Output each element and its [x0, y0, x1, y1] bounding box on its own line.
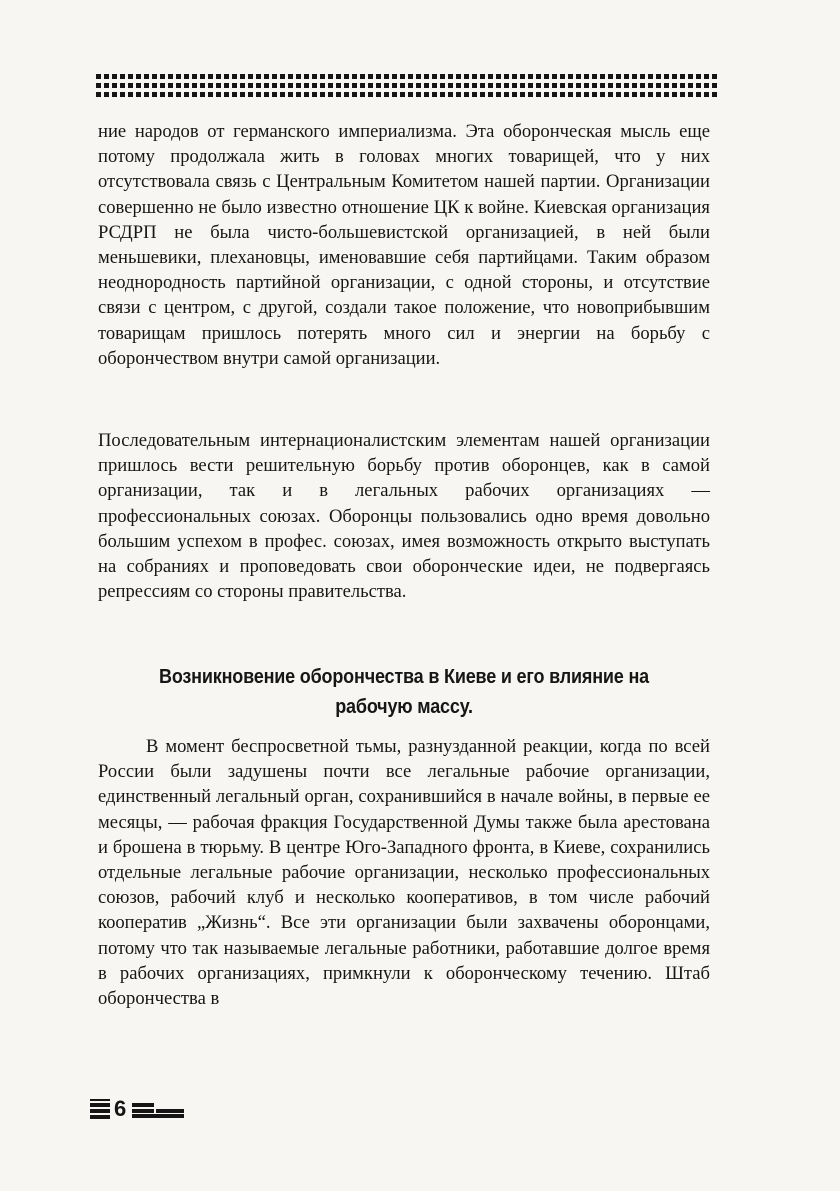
section-heading: Возникновение оборончества в Киеве и его влияние на рабочую массу. [159, 666, 649, 718]
page-number: 6 [114, 1096, 127, 1121]
footer-ornament-right [130, 1100, 186, 1118]
text-block-bottom [98, 734, 710, 1011]
paragraph: В момент беспросветной тьмы, разнузданной реакции, когда по всей России были задушены почти все легальные рабочие организации, единственный легальный орган, сохранившийся в начале войны, в первые ее месяцы, — рабочая фракция Государственной Думы также была арестована и брошена в тюрьму. В центре Юго-Западного фронта, в Киеве, сохранились отдельные легальные рабочие организации, несколько профессиональных союзов, рабочий клуб и несколько кооперативов, в том числе рабочий кооператив „Жизнь“. Все эти организации были захвачены оборонцами, потому что так называемые легальные работники, работавшие долгое время в рабочих организациях, примкнули к оборонческому течению. Штаб оборончества в [98, 736, 710, 1010]
text-block-middle [98, 428, 710, 604]
paragraph: ние народов от германского империализма. Эта оборонческая мысль еще потому продолжала жить в головах многих товарищей, что у них отсутствовала связь с Центральным Комитетом нашей партии. Организации совершенно не было известно отношение ЦК к войне. Киевская организация РСДРП не была чисто-большевистской организацией, в ней были меньшевики, плехановцы, именовавшие себя партийцами. Таким образом неоднородность партийной организации, с одной стороны, и отсутствие связи с центром, с другой, создали такое положение, что новоприбывшим товарищам пришлось потерять много сил и энергии на борьбу с оборончеством внутри самой организации. [98, 121, 710, 369]
page-footer [90, 1094, 186, 1124]
paragraph: Последовательным интернационалистским элементам нашей организации пришлось вести решительную борьбу против оборонцев, как в самой организации, так и в легальных рабочих организациях — профессиональных союзах. Оборонцы пользовались одно время довольно большим успехом в профес. союзах, имея возможность открыто выступать на собраниях и проповедовать свои оборонческие идеи, не подвергаясь репрессиям со стороны правительства. [98, 430, 710, 603]
footer-ornament-left [90, 1099, 110, 1119]
text-block-top [98, 119, 710, 371]
top-ornament-rule [96, 74, 718, 98]
